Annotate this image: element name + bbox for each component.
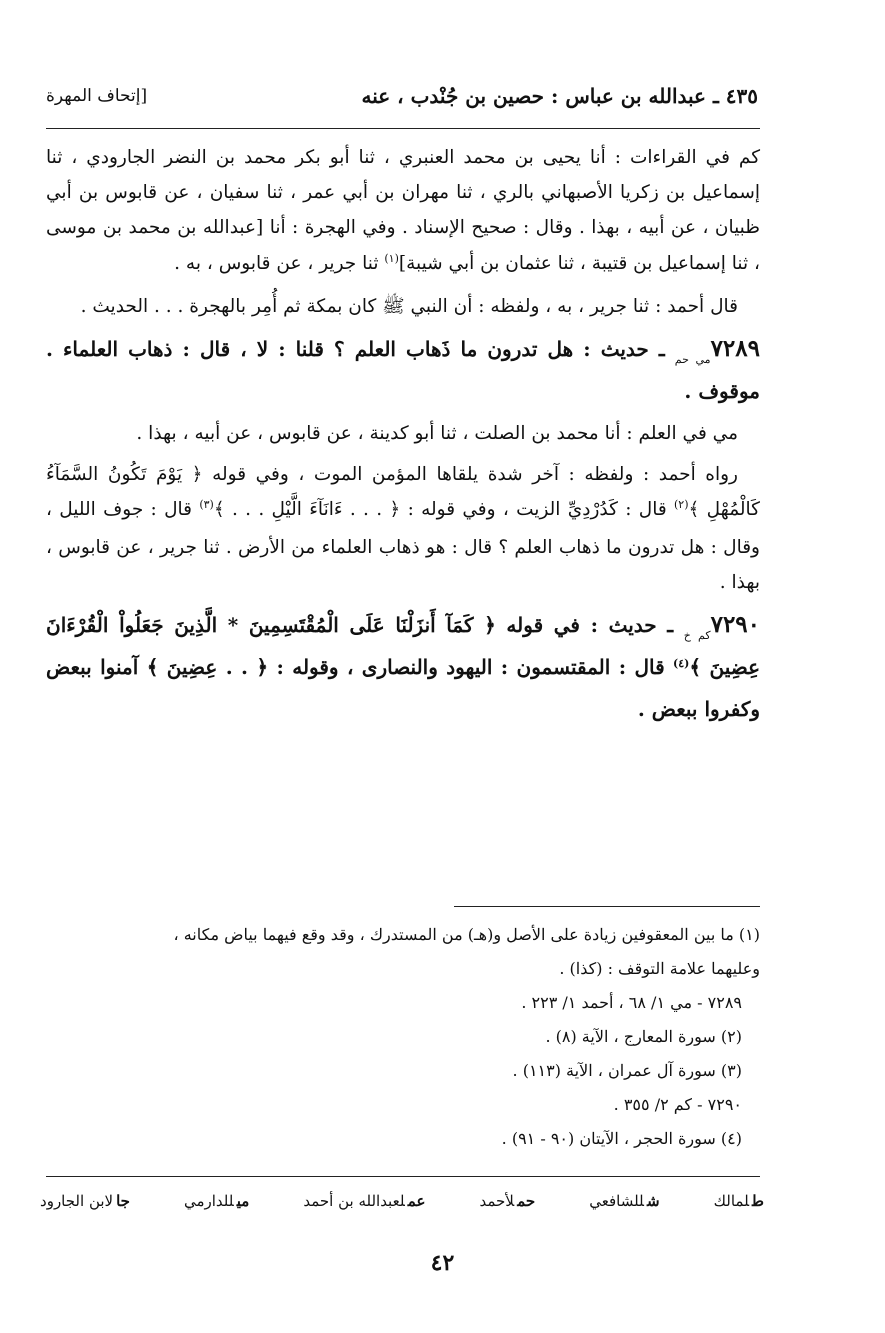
running-head: ٤٣٥ ـ عبدالله بن عباس : حصين بن جُنْدب ، عنه bbox=[361, 84, 758, 108]
legend-item: عملعبدالله بن أحمد bbox=[303, 1192, 426, 1210]
main-text bbox=[46, 140, 760, 734]
paragraph: قال أحمد : ثنا جرير ، به ، ولفظه : أن النبي ﷺ كان بمكة ثم أُمِر بالهجرة . . . الحديث . bbox=[80, 295, 738, 317]
legend-item: جالابن الجارود bbox=[40, 1192, 130, 1210]
footnote-ref: (٤) bbox=[673, 657, 690, 671]
book-title: [إتحاف المهرة bbox=[46, 86, 148, 106]
hadith-sigla: كم خ bbox=[683, 629, 711, 643]
paragraph: مي في العلم : أنا محمد بن الصلت ، ثنا أبو كدينة ، عن قابوس ، عن أبيه ، بهذا . bbox=[136, 423, 738, 445]
footnote-ref: (١) bbox=[384, 251, 399, 265]
footnote: (١) ما بين المعقوفين زيادة على الأصل و(هـ) من المستدرك ، وقد وقع فيهما بياض مكانه ، bbox=[173, 925, 760, 944]
hadith-entry: $٧٢٨٩_{مي حم}$ ـ حديث : هل تدرون ما ذَهاب العلم ؟ قلنا : لا ، قال : ذهاب العلماء . موقوف . bbox=[46, 335, 760, 404]
footnote: (٣) سورة آل عمران ، الآية (١١٣) . bbox=[512, 1061, 742, 1080]
header-rule bbox=[46, 128, 760, 129]
page-header bbox=[46, 78, 758, 118]
paragraph: رواه أحمد : ولفظه : آخر شدة يلقاها المؤمن الموت ، وفي قوله ﴿ يَوْمَ تَكُونُ السَّمَآءُ كَالْمُهْلِ ﴾$^{(٢)}$ قال : كَدُرْدِيِّ الزيت ، وفي قوله : ﴿ . . . ءَانَآءَ الَّيْلِ . . . ﴾$^{(٣)}$ قال : جوف الليل ، وقال : هل تدرون ما ذهاب العلم ؟ قال : هو ذهاب العلماء من الأرض . ثنا جرير ، عن قابوس ، بهذا . bbox=[46, 464, 760, 593]
legend-rule bbox=[46, 1176, 760, 1177]
legend-item: ميللدارمي bbox=[183, 1192, 250, 1210]
legend-item: حملأحمد bbox=[479, 1192, 536, 1210]
footnote: ٧٢٩٠ - كم ٢/ ٣٥٥ . bbox=[613, 1095, 742, 1114]
legend-item: شللشافعي bbox=[589, 1192, 660, 1210]
legend-item: طلمالك bbox=[713, 1192, 764, 1210]
footnote: وعليهما علامة التوقف : (كذا) . bbox=[559, 959, 760, 978]
hadith-sigla: مي حم bbox=[674, 353, 711, 367]
hadith-entry: $٧٢٩٠_{كم خ}$ ـ حديث : في قوله ﴿ كَمَآ أَنزَلْنَا عَلَى الْمُقْتَسِمِينَ * الَّذِينَ جَعَلُواْ الْقُرْءَانَ عِضِينَ ﴾$^{(٤)}$ قال : المقتسمون : اليهود والنصارى ، وقوله : ﴿ . . عِضِينَ ﴾ آمنوا ببعض وكفروا ببعض . bbox=[46, 611, 761, 722]
sigla-legend bbox=[40, 1192, 764, 1210]
footnote: (٢) سورة المعارج ، الآية (٨) . bbox=[545, 1027, 742, 1046]
footnote-ref: (٣) bbox=[199, 498, 214, 512]
footnote-ref: (٢) bbox=[674, 498, 689, 512]
hadith-number: ٧٢٩٠ bbox=[710, 611, 761, 639]
paragraph: كم في القراءات : أنا يحيى بن محمد العنبري ، ثنا أبو بكر محمد بن النضر الجارودي ، ثنا إسماعيل بن زكريا الأصبهاني بالري ، ثنا مهران بن أبي عمر ، ثنا سفيان ، عن قابوس بن أبي ظبيان ، عن أبيه ، بهذا . وقال : صحيح الإسناد . وفي الهجرة : أنا [عبدالله بن محمد بن موسى ، ثنا إسماعيل بن قتيبة ، ثنا عثمان بن أبي شيبة]$^{(١)}$ ثنا جرير ، عن قابوس ، به . bbox=[46, 147, 760, 274]
footnotes bbox=[48, 918, 760, 1156]
hadith-number: ٧٢٨٩ bbox=[710, 335, 760, 363]
page-number: ٤٢ bbox=[430, 1250, 455, 1276]
footnote: (٤) سورة الحجر ، الآيتان (٩٠ - ٩١) . bbox=[501, 1129, 742, 1148]
footnote-rule bbox=[454, 906, 760, 907]
footnote: ٧٢٨٩ - مي ١/ ٦٨ ، أحمد ١/ ٢٢٣ . bbox=[521, 993, 742, 1012]
